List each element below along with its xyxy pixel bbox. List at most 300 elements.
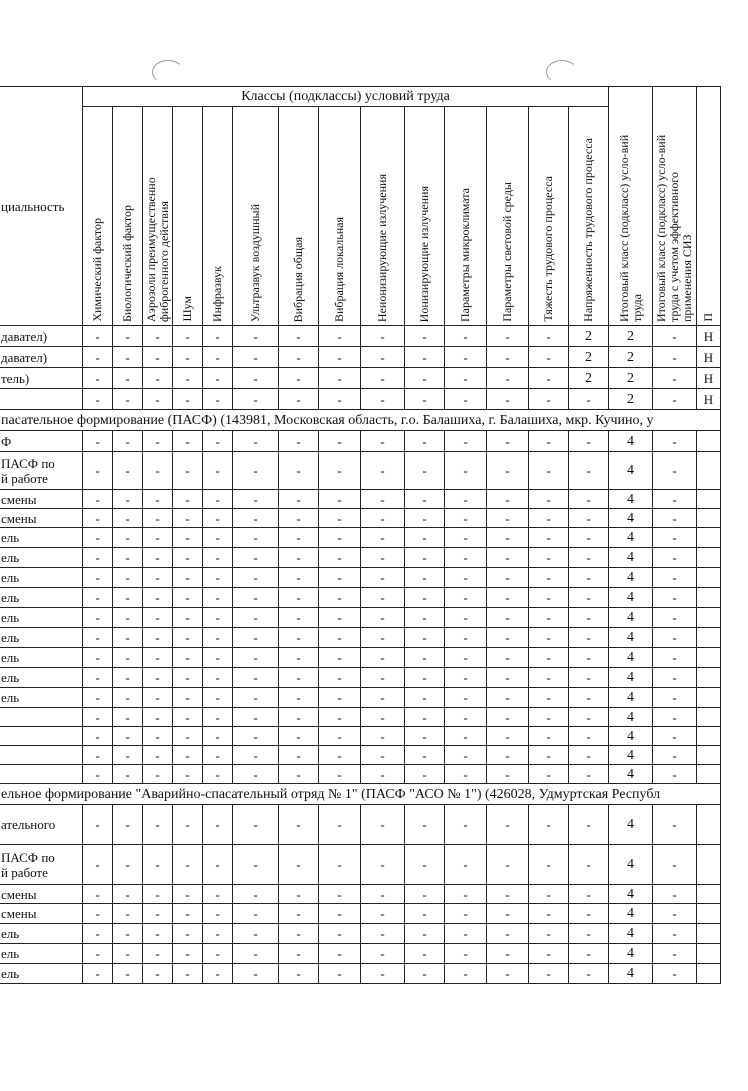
siz-class-cell: - — [653, 431, 697, 452]
factor-class-cell: - — [203, 805, 233, 845]
factor-class-cell: - — [529, 326, 569, 347]
factor-class-cell: - — [487, 765, 529, 784]
position-name: ель — [0, 944, 83, 964]
factor-class-cell: - — [487, 708, 529, 727]
factor-class-cell: - — [173, 368, 203, 389]
factor-class-cell: - — [173, 885, 203, 904]
factor-class-cell: - — [143, 528, 173, 548]
cut-column-cell — [697, 648, 721, 668]
factor-class-cell: - — [233, 746, 279, 765]
factor-class-cell: - — [143, 389, 173, 410]
factor-class-cell: - — [203, 765, 233, 784]
factor-class-cell: - — [143, 727, 173, 746]
final-class-cell: 2 — [609, 326, 653, 347]
factor-class-cell: - — [233, 904, 279, 924]
factor-class-cell: - — [83, 746, 113, 765]
factor-class-cell: - — [233, 368, 279, 389]
factor-class-cell: - — [569, 944, 609, 964]
factor-class-cell: - — [529, 904, 569, 924]
factor-class-cell: - — [405, 452, 445, 490]
factor-class-cell: - — [487, 588, 529, 608]
cut-column-cell: Н — [697, 368, 721, 389]
factor-class-cell: - — [361, 431, 405, 452]
factor-class-cell: - — [233, 944, 279, 964]
factor-class-cell: - — [319, 548, 361, 568]
table-row — [0, 727, 721, 746]
cut-column-cell — [697, 727, 721, 746]
factor-class-cell: - — [529, 648, 569, 668]
factor-class-cell: - — [487, 688, 529, 708]
factor-class-cell: - — [279, 368, 319, 389]
factor-class-cell: - — [279, 628, 319, 648]
siz-class-cell: - — [653, 885, 697, 904]
factor-class-cell: - — [83, 548, 113, 568]
cut-column-cell — [697, 944, 721, 964]
factor-class-cell: - — [113, 509, 143, 528]
factor-class-cell: - — [569, 528, 609, 548]
factor-class-cell: - — [233, 964, 279, 984]
factor-class-cell: - — [529, 746, 569, 765]
table-row — [0, 452, 721, 490]
siz-class-cell: - — [653, 648, 697, 668]
factor-class-cell: - — [203, 628, 233, 648]
cut-column-cell — [697, 668, 721, 688]
siz-class-cell: - — [653, 568, 697, 588]
factor-header: Инфразвук — [203, 107, 233, 326]
factor-class-cell: - — [83, 628, 113, 648]
position-name — [0, 708, 83, 727]
factor-class-cell: - — [113, 528, 143, 548]
position-name: ПАСФ по й работе — [0, 452, 83, 490]
factor-class-cell: - — [279, 588, 319, 608]
table-row — [0, 568, 721, 588]
position-name: Ф — [0, 431, 83, 452]
factor-class-cell: - — [233, 727, 279, 746]
factor-class-cell: - — [445, 688, 487, 708]
siz-class-cell: - — [653, 389, 697, 410]
factor-class-cell: - — [405, 490, 445, 509]
final-class-cell: 4 — [609, 490, 653, 509]
factor-class-cell: - — [203, 944, 233, 964]
factor-class-cell: - — [83, 727, 113, 746]
factor-class-cell: - — [143, 368, 173, 389]
factor-class-cell: - — [203, 845, 233, 885]
factor-class-cell: - — [569, 805, 609, 845]
final-class-cell: 4 — [609, 805, 653, 845]
siz-class-cell: - — [653, 452, 697, 490]
factor-class-cell: - — [143, 347, 173, 368]
factor-class-cell: - — [203, 326, 233, 347]
factor-class-cell: - — [319, 964, 361, 984]
cut-column-header: П — [697, 87, 721, 326]
classes-group-header: Классы (подклассы) условий труда — [83, 87, 609, 107]
factor-class-cell: - — [487, 668, 529, 688]
factor-class-cell: - — [569, 509, 609, 528]
factor-class-cell: - — [569, 845, 609, 885]
factor-class-cell: - — [113, 588, 143, 608]
factor-class-cell: - — [173, 944, 203, 964]
factor-class-cell: - — [361, 688, 405, 708]
table-row — [0, 964, 721, 984]
factor-class-cell: - — [83, 368, 113, 389]
factor-class-cell: - — [319, 904, 361, 924]
cut-column-cell — [697, 964, 721, 984]
position-name: смены — [0, 904, 83, 924]
factor-class-cell: - — [487, 628, 529, 648]
final-class-cell: 4 — [609, 528, 653, 548]
factor-class-cell: - — [361, 528, 405, 548]
position-name: ательного — [0, 805, 83, 845]
factor-header: Параметры микроклимата — [445, 107, 487, 326]
siz-class-cell: - — [653, 805, 697, 845]
factor-class-cell: - — [113, 746, 143, 765]
factor-class-cell: - — [405, 668, 445, 688]
factor-class-cell: - — [319, 765, 361, 784]
cut-column-cell — [697, 431, 721, 452]
factor-class-cell: - — [203, 885, 233, 904]
factor-class-cell: - — [529, 490, 569, 509]
final-class-cell: 2 — [609, 368, 653, 389]
cut-column-cell — [697, 608, 721, 628]
factor-class-cell: - — [487, 648, 529, 668]
table-row — [0, 528, 721, 548]
factor-class-cell: - — [319, 746, 361, 765]
factor-class-cell: - — [487, 924, 529, 944]
cut-column-cell — [697, 845, 721, 885]
table-row — [0, 668, 721, 688]
factor-class-cell: - — [445, 389, 487, 410]
factor-class-cell: - — [445, 490, 487, 509]
factor-class-cell: - — [233, 648, 279, 668]
factor-class-cell: - — [529, 708, 569, 727]
factor-class-cell: - — [203, 490, 233, 509]
factor-class-cell: - — [173, 924, 203, 944]
factor-class-cell: - — [319, 805, 361, 845]
cut-column-cell — [697, 765, 721, 784]
siz-class-cell: - — [653, 347, 697, 368]
factor-class-cell: - — [319, 708, 361, 727]
factor-class-cell: - — [83, 431, 113, 452]
factor-class-cell: - — [405, 944, 445, 964]
factor-class-cell: - — [569, 746, 609, 765]
factor-class-cell: - — [361, 727, 405, 746]
factor-class-cell: - — [361, 588, 405, 608]
final-class-cell: 4 — [609, 885, 653, 904]
factor-class-cell: - — [113, 708, 143, 727]
factor-class-cell: - — [173, 746, 203, 765]
table-row — [0, 924, 721, 944]
table-row — [0, 588, 721, 608]
factor-class-cell: - — [405, 326, 445, 347]
factor-class-cell: - — [233, 528, 279, 548]
factor-class-cell: - — [83, 805, 113, 845]
organization-group-row — [0, 784, 721, 805]
factor-class-cell: - — [529, 668, 569, 688]
factor-class-cell: - — [113, 326, 143, 347]
position-name: давател) — [0, 347, 83, 368]
cut-column-cell: Н — [697, 347, 721, 368]
final-class-cell: 4 — [609, 648, 653, 668]
factor-class-cell: - — [529, 765, 569, 784]
factor-class-cell: - — [361, 964, 405, 984]
cut-column-cell — [697, 568, 721, 588]
cut-column-cell — [697, 688, 721, 708]
factor-class-cell: - — [83, 944, 113, 964]
siz-class-cell: - — [653, 727, 697, 746]
position-name: тель) — [0, 368, 83, 389]
table-row — [0, 688, 721, 708]
factor-class-cell: - — [569, 708, 609, 727]
position-name: смены — [0, 509, 83, 528]
factor-class-cell: - — [361, 765, 405, 784]
working-conditions-table — [0, 86, 721, 984]
factor-class-cell: - — [203, 368, 233, 389]
position-name: ель — [0, 924, 83, 944]
cut-column-cell: Н — [697, 389, 721, 410]
factor-class-cell: - — [113, 347, 143, 368]
final-class-cell: 4 — [609, 452, 653, 490]
factor-class-cell: - — [233, 588, 279, 608]
position-name: ель — [0, 608, 83, 628]
factor-class-cell: - — [173, 608, 203, 628]
factor-class-cell: - — [361, 368, 405, 389]
factor-class-cell: - — [405, 805, 445, 845]
factor-class-cell: - — [143, 509, 173, 528]
factor-class-cell: - — [113, 765, 143, 784]
factor-class-cell: - — [529, 845, 569, 885]
factor-class-cell: - — [279, 326, 319, 347]
factor-class-cell: - — [569, 608, 609, 628]
factor-class-cell: 2 — [569, 326, 609, 347]
table-row — [0, 548, 721, 568]
factor-class-cell: - — [143, 548, 173, 568]
position-name: ель — [0, 588, 83, 608]
factor-class-cell: - — [279, 431, 319, 452]
factor-class-cell: - — [569, 452, 609, 490]
position-name — [0, 389, 83, 410]
factor-class-cell: - — [173, 964, 203, 984]
final-class-cell: 4 — [609, 727, 653, 746]
factor-class-cell: - — [487, 347, 529, 368]
factor-class-cell: - — [361, 326, 405, 347]
factor-class-cell: - — [569, 548, 609, 568]
factor-class-cell: - — [113, 608, 143, 628]
factor-class-cell: - — [569, 964, 609, 984]
factor-class-cell: - — [405, 964, 445, 984]
factor-class-cell: - — [487, 548, 529, 568]
factor-class-cell: - — [445, 944, 487, 964]
cut-column-cell — [697, 904, 721, 924]
factor-class-cell: - — [173, 708, 203, 727]
factor-class-cell: - — [361, 509, 405, 528]
factor-class-cell: - — [487, 431, 529, 452]
factor-class-cell: - — [405, 924, 445, 944]
factor-class-cell: - — [113, 944, 143, 964]
factor-class-cell: - — [361, 924, 405, 944]
factor-class-cell: - — [83, 528, 113, 548]
factor-class-cell: - — [405, 368, 445, 389]
cut-column-cell — [697, 452, 721, 490]
factor-class-cell: - — [233, 431, 279, 452]
factor-class-cell: - — [529, 944, 569, 964]
factor-class-cell: - — [279, 845, 319, 885]
cut-column-cell — [697, 805, 721, 845]
factor-header: Шум — [173, 107, 203, 326]
factor-class-cell: - — [405, 885, 445, 904]
factor-class-cell: - — [279, 805, 319, 845]
siz-class-cell: - — [653, 326, 697, 347]
factor-class-cell: - — [487, 964, 529, 984]
factor-class-cell: - — [83, 765, 113, 784]
position-name: ПАСФ по й работе — [0, 845, 83, 885]
factor-class-cell: - — [445, 746, 487, 765]
factor-class-cell: - — [361, 668, 405, 688]
factor-class-cell: - — [361, 628, 405, 648]
factor-class-cell: - — [279, 509, 319, 528]
factor-class-cell: - — [361, 347, 405, 368]
factor-class-cell: - — [445, 765, 487, 784]
factor-class-cell: - — [405, 746, 445, 765]
factor-class-cell: - — [487, 805, 529, 845]
siz-class-cell: - — [653, 528, 697, 548]
factor-class-cell: - — [569, 389, 609, 410]
final-class-cell: 4 — [609, 845, 653, 885]
factor-class-cell: - — [319, 509, 361, 528]
factor-class-cell: - — [113, 628, 143, 648]
position-name: ель — [0, 548, 83, 568]
factor-class-cell: - — [319, 568, 361, 588]
final-class-cell: 4 — [609, 924, 653, 944]
factor-class-cell: - — [487, 509, 529, 528]
factor-class-cell: - — [83, 608, 113, 628]
factor-class-cell: - — [143, 904, 173, 924]
cut-column-cell: Н — [697, 326, 721, 347]
factor-class-cell: - — [279, 765, 319, 784]
factor-class-cell: - — [83, 904, 113, 924]
factor-class-cell: - — [173, 628, 203, 648]
factor-class-cell: - — [487, 727, 529, 746]
factor-header: Параметры световой среды — [487, 107, 529, 326]
factor-class-cell: - — [529, 548, 569, 568]
factor-class-cell: - — [361, 708, 405, 727]
factor-class-cell: - — [83, 588, 113, 608]
siz-class-cell: - — [653, 765, 697, 784]
factor-class-cell: - — [279, 452, 319, 490]
factor-class-cell: - — [113, 845, 143, 885]
factor-header: Напряженность трудового процесса — [569, 107, 609, 326]
factor-class-cell: - — [113, 885, 143, 904]
factor-class-cell: - — [279, 924, 319, 944]
cut-column-cell — [697, 628, 721, 648]
factor-class-cell: - — [529, 528, 569, 548]
factor-class-cell: - — [529, 727, 569, 746]
factor-class-cell: - — [203, 608, 233, 628]
factor-class-cell: - — [529, 608, 569, 628]
factor-class-cell: - — [233, 389, 279, 410]
factor-class-cell: - — [529, 368, 569, 389]
siz-class-cell: - — [653, 368, 697, 389]
factor-class-cell: - — [143, 568, 173, 588]
factor-header: Неионизирующие излучения — [361, 107, 405, 326]
factor-class-cell: - — [529, 628, 569, 648]
factor-class-cell: - — [113, 548, 143, 568]
factor-class-cell: - — [529, 924, 569, 944]
final-class-cell: 2 — [609, 389, 653, 410]
factor-class-cell: - — [445, 588, 487, 608]
final-class-cell: 4 — [609, 904, 653, 924]
factor-class-cell: - — [319, 431, 361, 452]
factor-class-cell: - — [569, 628, 609, 648]
factor-class-cell: - — [143, 964, 173, 984]
factor-class-cell: - — [203, 548, 233, 568]
factor-class-cell: - — [569, 765, 609, 784]
cut-column-cell — [697, 588, 721, 608]
factor-class-cell: - — [83, 688, 113, 708]
factor-class-cell: - — [405, 568, 445, 588]
factor-class-cell: - — [173, 904, 203, 924]
factor-class-cell: - — [279, 708, 319, 727]
factor-class-cell: - — [203, 727, 233, 746]
factor-class-cell: - — [319, 845, 361, 885]
factor-class-cell: - — [279, 490, 319, 509]
position-name — [0, 746, 83, 765]
factor-class-cell: - — [143, 746, 173, 765]
siz-class-cell: - — [653, 845, 697, 885]
factor-class-cell: - — [203, 568, 233, 588]
factor-class-cell: - — [83, 389, 113, 410]
factor-class-cell: - — [319, 727, 361, 746]
factor-class-cell: - — [113, 368, 143, 389]
factor-class-cell: - — [405, 727, 445, 746]
final-class-cell: 4 — [609, 944, 653, 964]
final-class-cell: 2 — [609, 347, 653, 368]
factor-class-cell: - — [113, 727, 143, 746]
factor-class-cell: - — [233, 708, 279, 727]
siz-class-cell: - — [653, 708, 697, 727]
final-class-cell: 4 — [609, 708, 653, 727]
factor-class-cell: - — [233, 845, 279, 885]
factor-class-cell: - — [173, 452, 203, 490]
table-row — [0, 805, 721, 845]
factor-class-cell: 2 — [569, 368, 609, 389]
factor-class-cell: - — [361, 805, 405, 845]
factor-class-cell: - — [487, 608, 529, 628]
factor-class-cell: - — [569, 668, 609, 688]
factor-class-cell: - — [203, 452, 233, 490]
factor-class-cell: - — [405, 708, 445, 727]
position-name — [0, 765, 83, 784]
factor-class-cell: - — [445, 727, 487, 746]
factor-class-cell: - — [203, 528, 233, 548]
factor-class-cell: - — [445, 368, 487, 389]
organization-name: ельное формирование "Аварийно-спасательный отряд № 1" (ПАСФ "АСО № 1") (426028, Удмуртская Республ — [0, 784, 721, 805]
position-name: смены — [0, 885, 83, 904]
factor-class-cell: - — [529, 452, 569, 490]
table-row — [0, 431, 721, 452]
table-row — [0, 509, 721, 528]
factor-class-cell: - — [279, 668, 319, 688]
factor-class-cell: - — [361, 389, 405, 410]
factor-class-cell: - — [361, 608, 405, 628]
factor-class-cell: - — [319, 452, 361, 490]
siz-class-cell: - — [653, 490, 697, 509]
factor-class-cell: - — [445, 452, 487, 490]
factor-class-cell: - — [173, 389, 203, 410]
table-row — [0, 746, 721, 765]
factor-class-cell: - — [405, 509, 445, 528]
factor-header: Вибрация локальная — [319, 107, 361, 326]
table-row — [0, 608, 721, 628]
